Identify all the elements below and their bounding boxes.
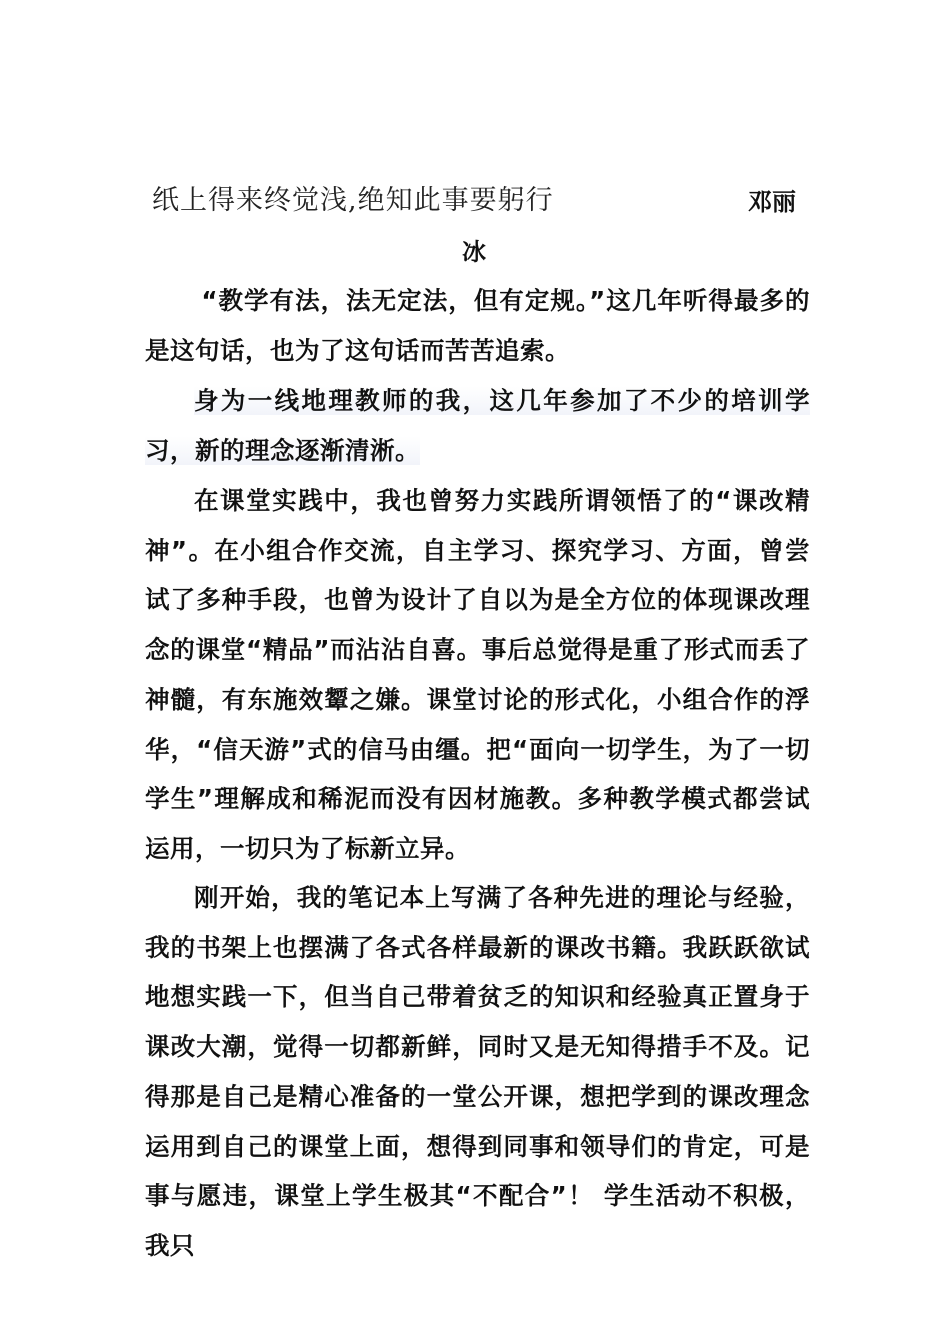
paragraph-text: 刚开始，我的笔记本上写满了各种先进的理论与经验，我的书架上也摆满了各式各样最新的课改书籍。我跃跃欲试地想实践一下，但当自己带着贫乏的知识和经验真正置身于课改大潮，觉得一切都新鲜，同时又是无知得措手不及。记得那是自己是精心准备的一堂公开课，想把学到的课改理念运用到自己的课堂上面，想得到同事和领导们的肯定，可是事与愿违，课堂上学生极其“不配合”！ 学生活动不积极，我只: [145, 883, 810, 1260]
paragraph-3: [145, 476, 810, 874]
author-name-part1: 邓丽: [748, 188, 796, 216]
highlighted-text: 身为一线地理教师的我，这几年参加了不少的培训学习，新的理念逐渐清淅。: [145, 386, 810, 465]
paragraph-text: “教学有法，法无定法，但有定规。”这几年听得最多的是这句话，也为了这句话而苦苦追索。: [145, 286, 810, 365]
paragraph-text: 在课堂实践中，我也曾努力实践所谓领悟了的“课改精神”。在小组合作交流，自主学习、探究学习、方面，曾尝试了多种手段，也曾为设计了自以为是全方位的体现课改理念的课堂“精品”而沾沾自喜。事后总觉得是重了形式而丢了神髓，有东施效颦之嫌。课堂讨论的形式化，小组合作的浮华，“信天游”式的信马由缰。把“面向一切学生，为了一切学生”理解成和稀泥而没有因材施教。多种教学模式都尝试运用，一切只为了标新立异。: [145, 486, 810, 863]
document-title: 纸上得来终觉浅,绝知此事要躬行: [152, 185, 554, 216]
paragraph-2: [145, 376, 810, 475]
paragraph-1: [145, 276, 810, 375]
paragraph-4: [145, 873, 810, 1271]
paragraph-text: [145, 376, 810, 475]
author-name-part2: 冰: [462, 238, 486, 266]
